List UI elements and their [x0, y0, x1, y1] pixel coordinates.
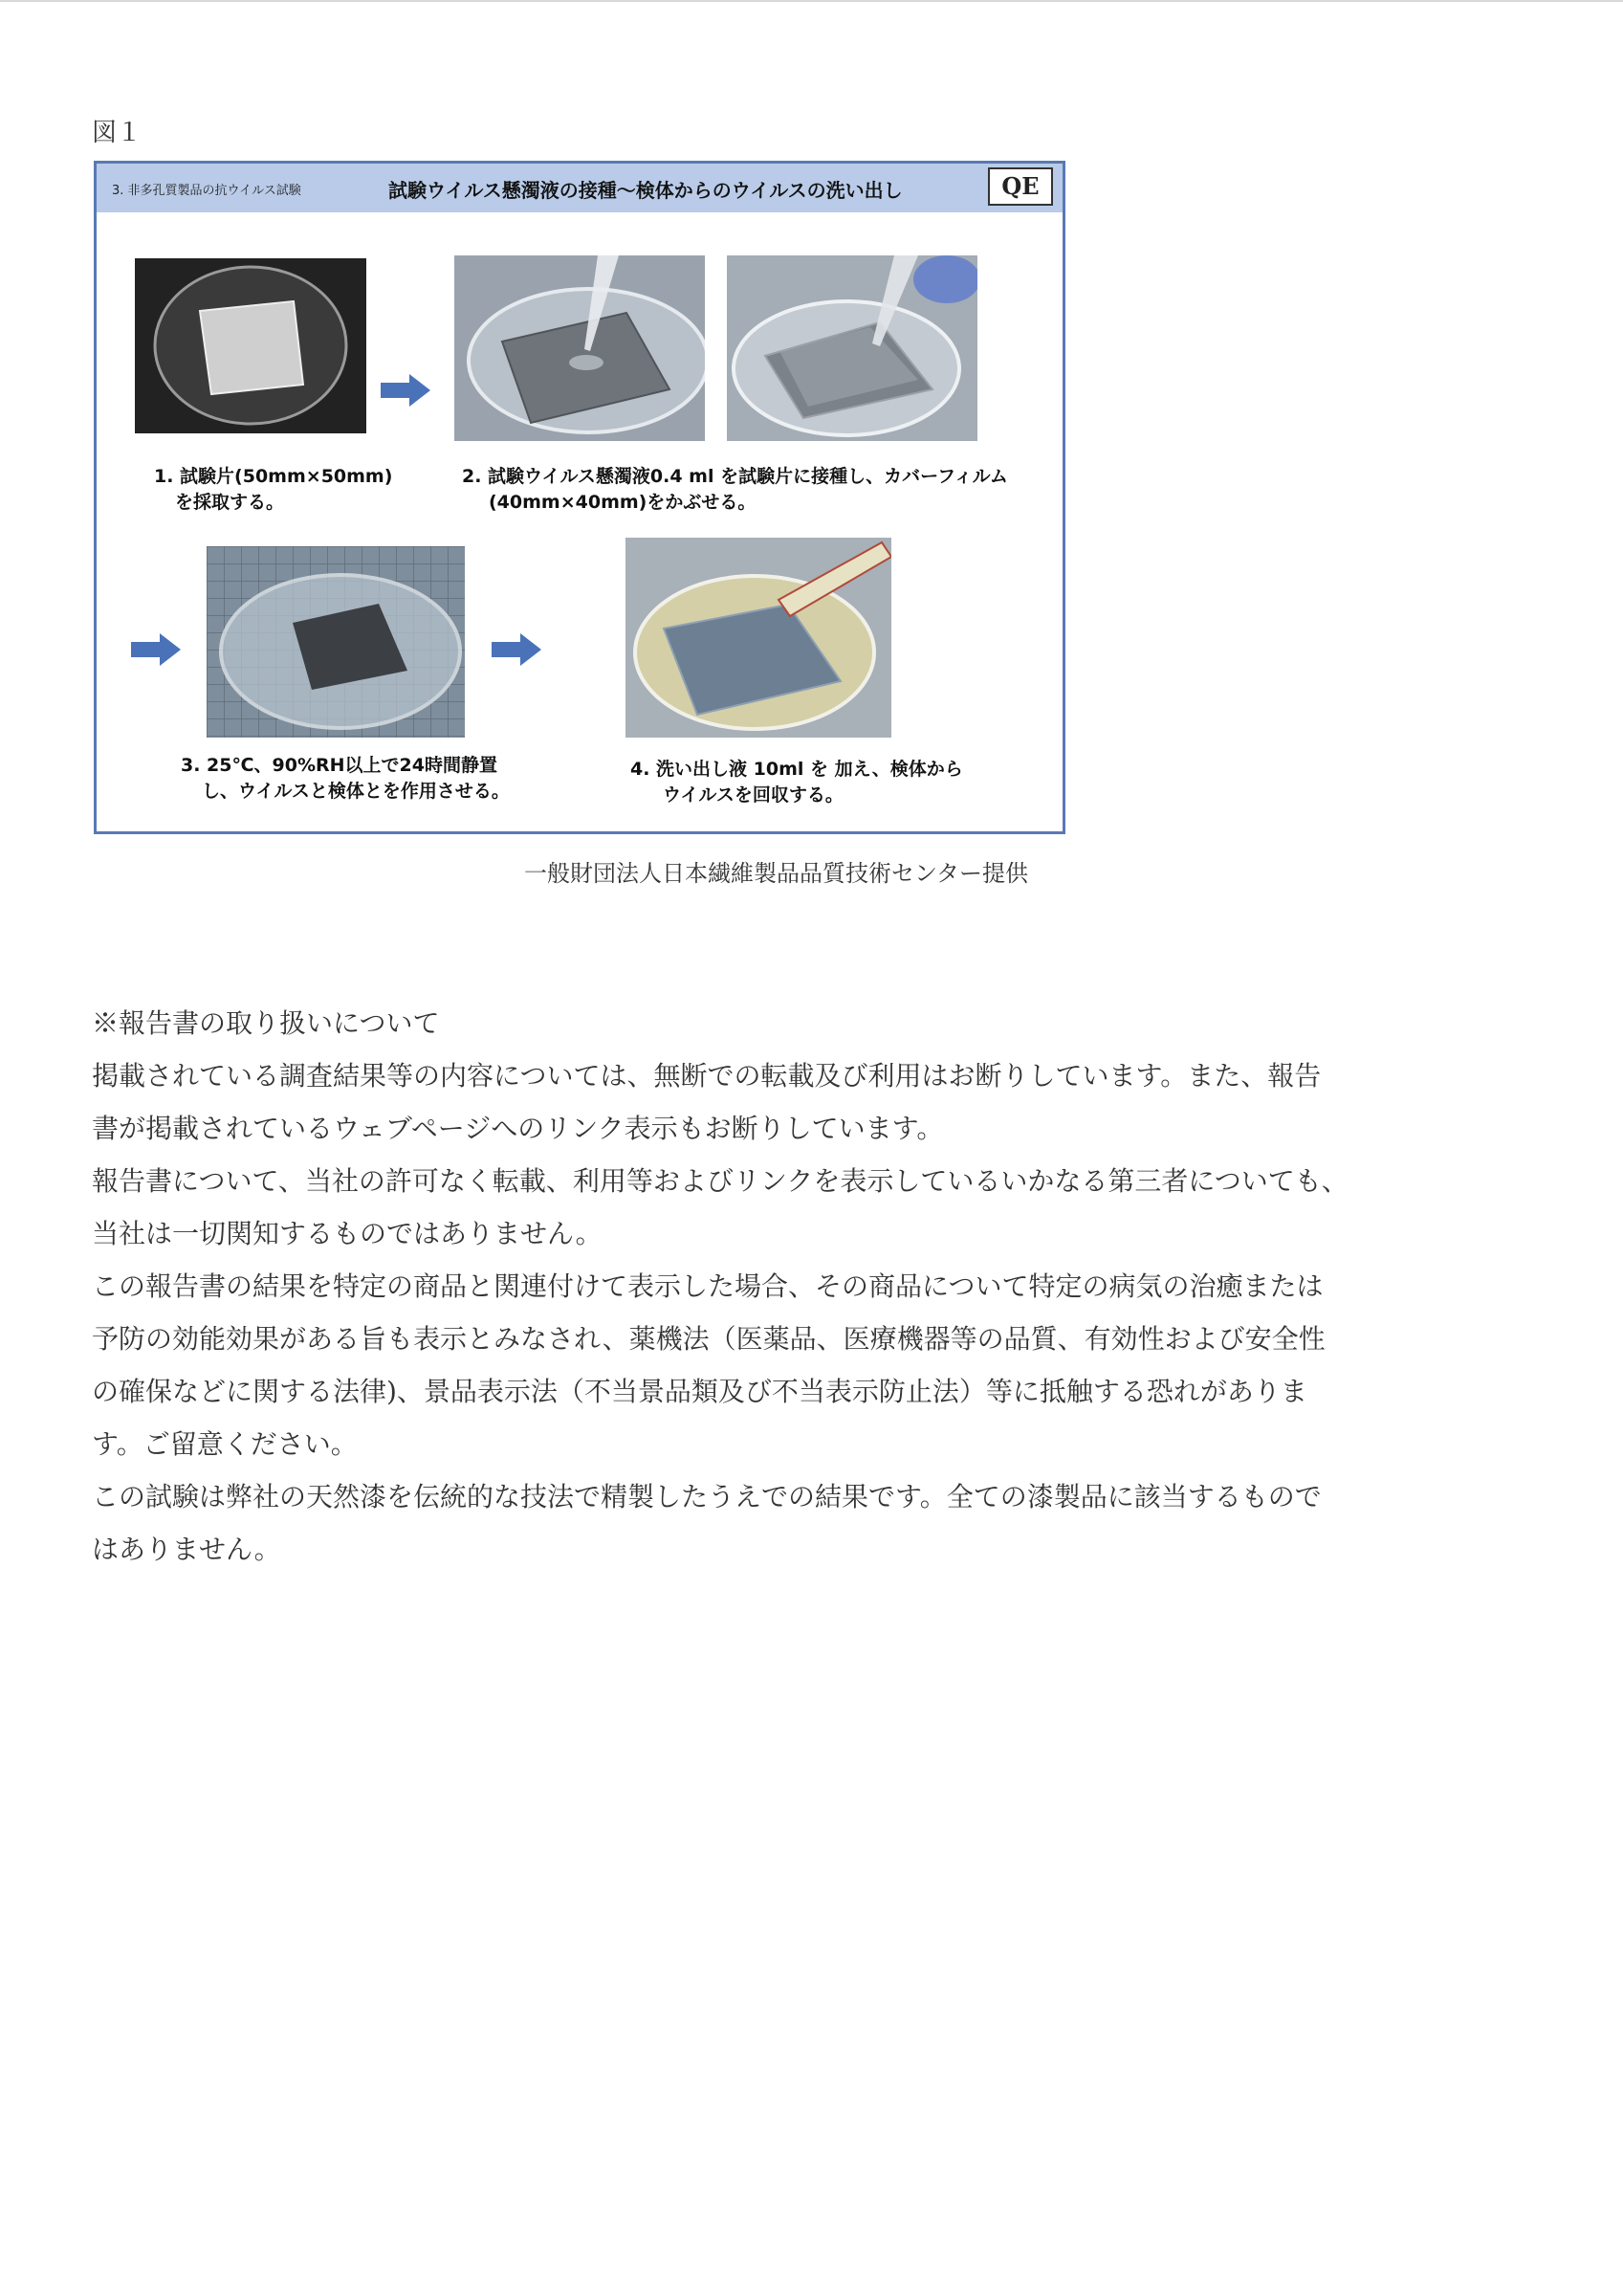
notice-line: す。ご留意ください。: [92, 1428, 358, 1460]
notice-line: 書が掲載されているウェブページへのリンク表示もお断りしています。: [92, 1113, 944, 1144]
photo-wash-out: [625, 538, 891, 738]
step-caption-line: を採取する。: [175, 492, 285, 513]
step-1-caption: [154, 464, 392, 516]
notice-line: 予防の効能効果がある旨も表示とみなされ、薬機法（医薬品、医療機器等の品質、有効性および安全性: [92, 1323, 1326, 1355]
step-caption-line: し、ウイルスと検体とを作用させる。: [202, 781, 510, 802]
qtec-logo: QE: [988, 167, 1053, 206]
arrow-icon: [492, 633, 541, 670]
notice-line: この試験は弊社の天然漆を伝統的な技法で精製したうえでの結果です。全ての漆製品に該当するもので: [92, 1481, 1322, 1512]
top-rule: [0, 0, 1623, 2]
report-notice: [92, 997, 1431, 1576]
notice-line: 当社は一切関知するものではありません。: [92, 1218, 603, 1249]
step-4-caption: [630, 757, 963, 808]
notice-line: この報告書の結果を特定の商品と関連付けて表示した場合、その商品について特定の病気の治癒または: [92, 1270, 1324, 1302]
step-caption-line: 1. 試験片(50mm×50mm): [154, 466, 393, 487]
notice-line: 掲載されている調査結果等の内容については、無断での転載及び利用はお断りしています。また、報告: [92, 1060, 1322, 1092]
figure-section-label: 3. 非多孔質製品の抗ウイルス試験: [112, 184, 301, 198]
step-caption-line: 2. 試験ウイルス懸濁液0.4 ml を試験片に接種し、カバーフィルム: [462, 466, 1008, 487]
photo-incubation: [207, 546, 465, 738]
notice-line: の確保などに関する法律)、景品表示法（不当景品類及び不当表示防止法）等に抵触する恐れがありま: [92, 1376, 1307, 1407]
figure-title: 試験ウイルス懸濁液の接種～検体からのウイルスの洗い出し: [388, 179, 903, 202]
photo-specimen: [135, 258, 366, 433]
figure-header: [97, 164, 1063, 212]
figure-credit: 一般財団法人日本繊維製品品質技術センター提供: [524, 860, 1029, 887]
photo-inoculation: [454, 255, 705, 441]
step-caption-line: (40mm×40mm)をかぶせる。: [489, 492, 757, 513]
figure-frame: [94, 161, 1065, 834]
step-caption-line: 4. 洗い出し液 10ml を 加え、検体から: [630, 759, 963, 780]
step-2-caption: [462, 464, 1008, 516]
figure-label: 図１: [92, 119, 143, 147]
step-caption-line: 3. 25℃、90%RH以上で24時間静置: [181, 755, 497, 776]
step-caption-line: ウイルスを回収する。: [663, 784, 844, 806]
photo-cover-film: [727, 255, 977, 441]
notice-heading: ※報告書の取り扱いについて: [92, 1007, 440, 1039]
notice-line: 報告書について、当社の許可なく転載、利用等およびリンクを表示しているいかなる第三者についても、: [92, 1165, 1349, 1197]
step-3-caption: [181, 753, 510, 805]
notice-line: はありません。: [92, 1534, 281, 1565]
arrow-icon: [131, 633, 181, 670]
arrow-icon: [381, 374, 430, 410]
